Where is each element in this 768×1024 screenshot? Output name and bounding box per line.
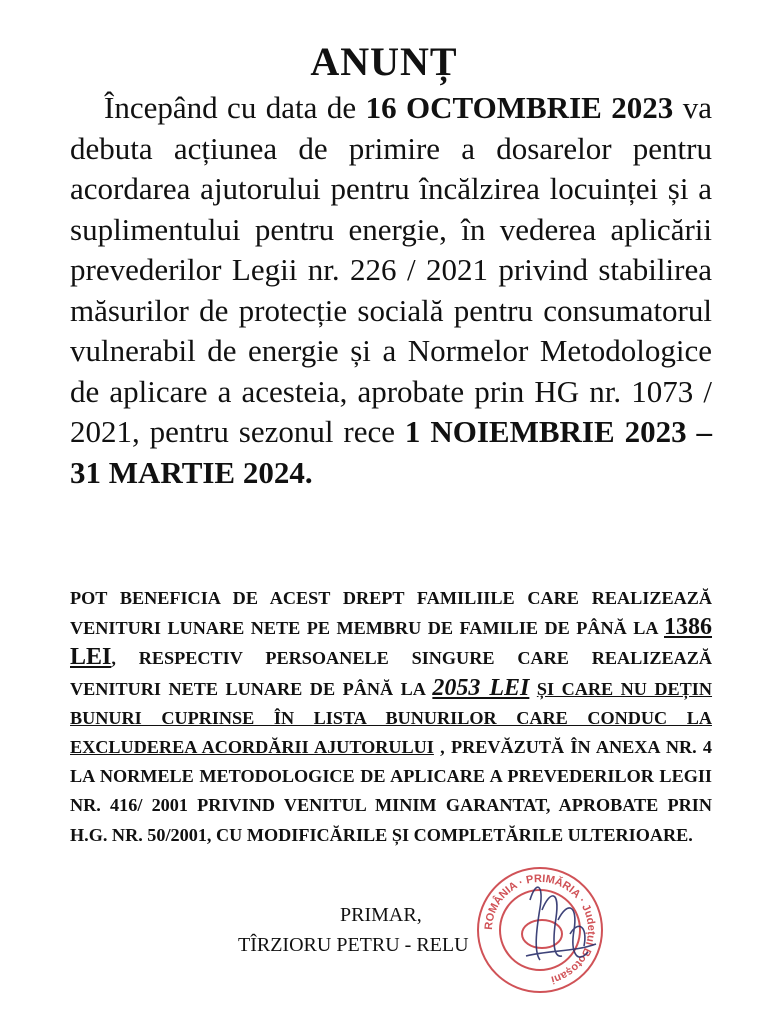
conditions-part-c <box>529 679 537 699</box>
family-income-limit: 1386 LEI <box>70 614 712 671</box>
single-income-limit: 2053 LEI <box>432 674 530 701</box>
eligibility-conditions <box>70 584 712 850</box>
signatory-role: PRIMAR, <box>340 904 422 926</box>
official-stamp-icon <box>470 860 610 1000</box>
conditions-part-d: , PREVĂZUTĂ ÎN ANEXA NR. 4 LA NORMELE METODOLOGICE DE APLICARE A PREVEDERILOR LEGII NR. 416/ 2001 PRIVIND VENITUL MINIM GARANTAT, APROBATE PRIN H.G. NR. 50/2001, CU MODIFICĂRILE ȘI COMPLETĂRILE ULTERIOARE. <box>70 737 712 845</box>
conditions-part-b: , RESPECTIV PERSOANELE SINGURE CARE REALIZEAZĂ VENITURI NETE LUNARE DE PÂNĂ LA <box>70 648 712 699</box>
conditions-part-a: POT BENEFICIA DE ACEST DREPT FAMILIILE CARE REALIZEAZĂ VENITURI LUNARE NETE PE MEMBRU DE FAMILIE DE PÂNĂ LA <box>70 588 712 639</box>
announcement-paragraph <box>70 88 712 493</box>
exclusion-clause: ȘI CARE NU DEȚIN BUNURI CUPRINSE ÎN LISTA BUNURILOR CARE CONDUC LA EXCLUDEREA ACORDĂRII AJUTORULUI <box>70 678 713 758</box>
season-period: 1 NOIEMBRIE 2023 – 31 MARTIE 2024. <box>70 414 712 490</box>
signatory-name: TÎRZIORU PETRU - RELU <box>238 934 469 956</box>
stamp-text: ROMÂNIA · PRIMĂRIA · Județul Botoșani <box>482 872 598 986</box>
paragraph-intro: Începând cu data de <box>104 90 366 125</box>
paragraph-body: va debuta acțiunea de primire a dosarelor pentru acordarea ajutorului pentru încălzirea locuinței și a suplimentului pentru energie, în vederea aplicării prevederilor Legii nr. 226 / 2021 privind stabilirea măsurilor de protecție socială pentru consumatorul vulnerabil de energie și a Normelor Metodologice de aplicare a acesteia, aprobate prin HG nr. 1073 / 2021, pentru sezonul rece <box>70 90 712 449</box>
page-title: ANUNȚ <box>310 39 458 84</box>
start-date: 16 OCTOMBRIE 2023 <box>365 90 674 125</box>
